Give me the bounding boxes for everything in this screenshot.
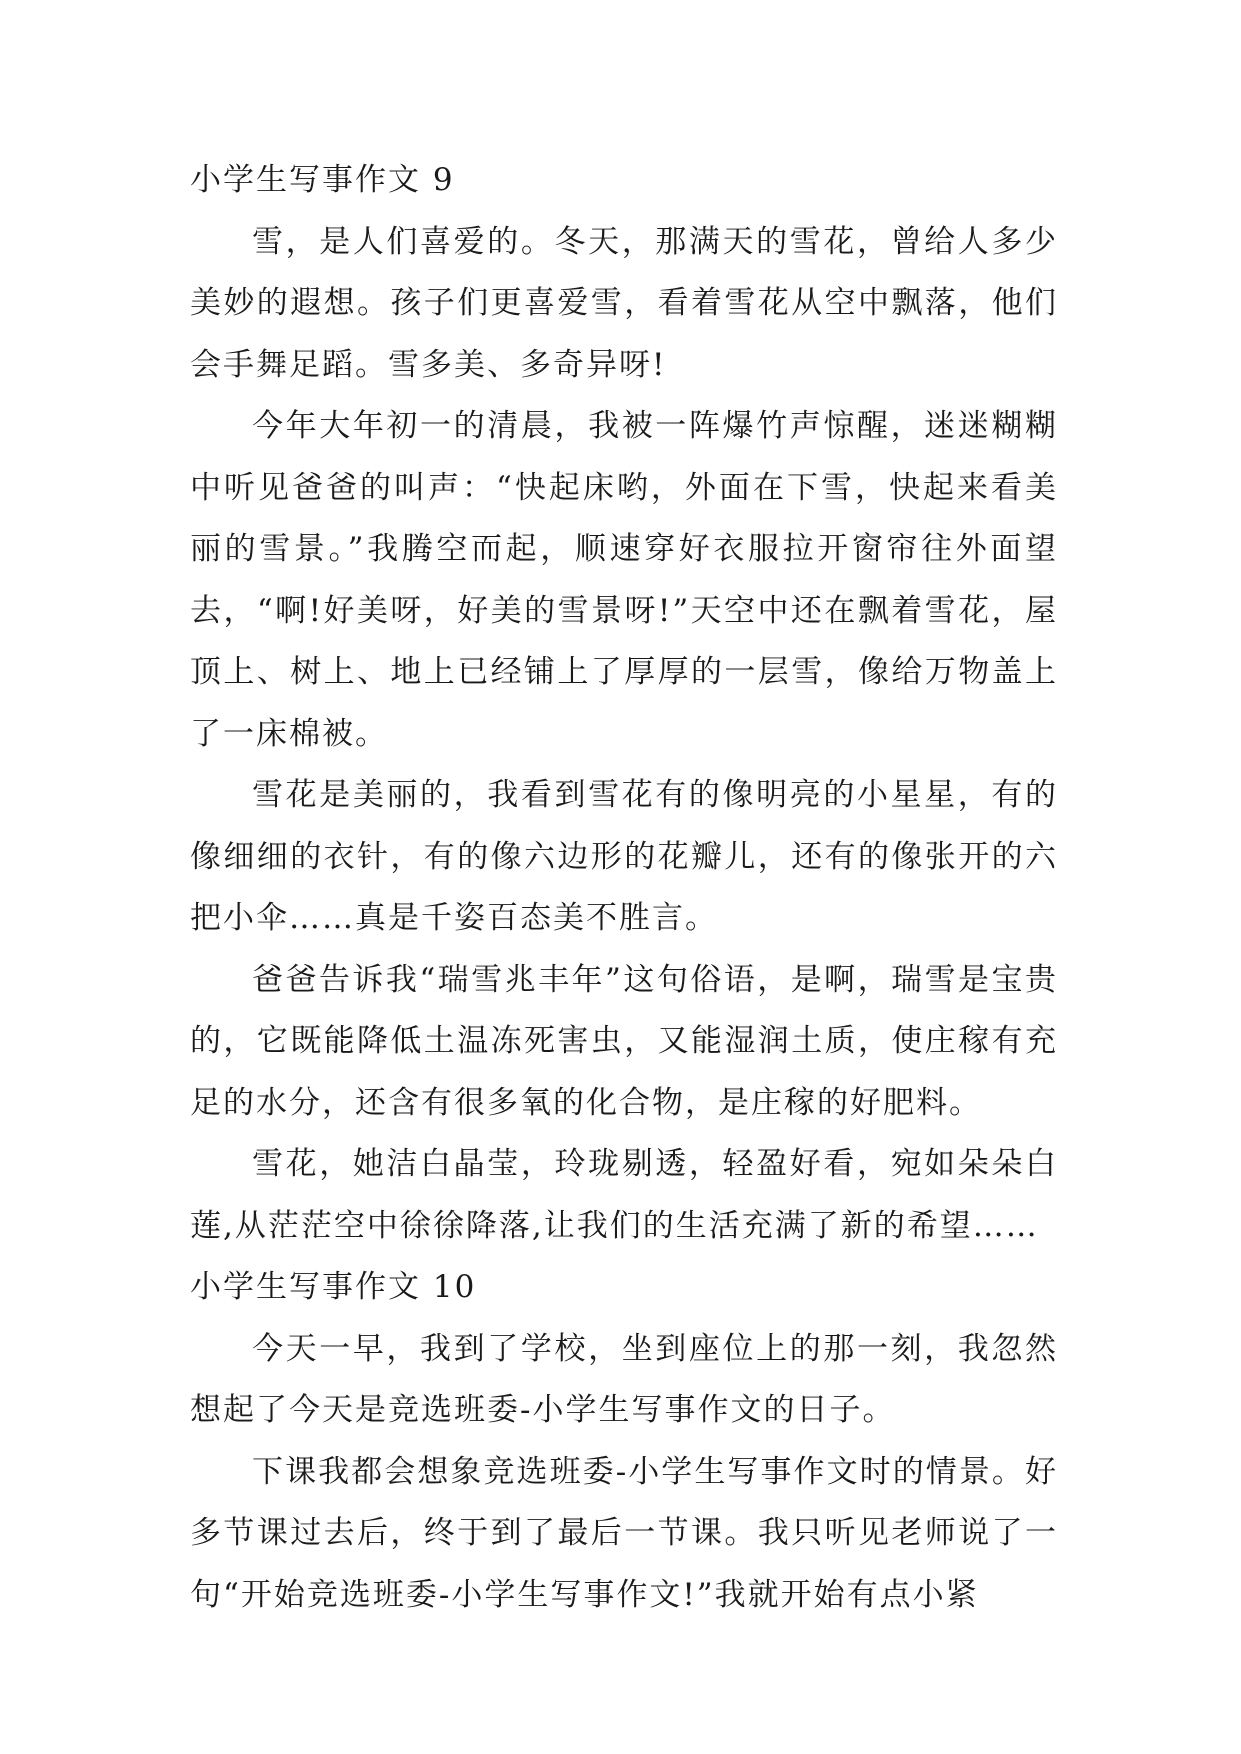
section-title: 小学生写事作文 10 [190,1269,477,1305]
paragraph: 雪，是人们喜爱的。冬天，那满天的雪花，曾给人多少美妙的遐想。孩子们更喜爱雪，看着雪花从空中飘落，他们会手舞足蹈。雪多美、多奇异呀! [190,223,1058,383]
paragraph: 今年大年初一的清晨，我被一阵爆竹声惊醒，迷迷糊糊中听见爸爸的叫声：“快起床哟，外面在下雪，快起来看美丽的雪景。”我腾空而起，顺速穿好衣服拉开窗帘往外面望去，“啊!好美呀，好美的雪景呀!”天空中还在飘着雪花，屋顶上、树上、地上已经铺上了厚厚的一层雪，像给万物盖上了一床棉被。 [190,408,1058,752]
paragraph: 今天一早，我到了学校，坐到座位上的那一刻，我忽然想起了今天是竞选班委-小学生写事作文的日子。 [190,1330,1058,1428]
document-page [190,150,1058,1626]
paragraph: 下课我都会想象竞选班委-小学生写事作文时的情景。好多节课过去后，终于到了最后一节课。我只听见老师说了一句“开始竞选班委-小学生写事作文!”我就开始有点小紧 [190,1453,1058,1613]
section-title: 小学生写事作文 9 [190,162,455,198]
paragraph: 爸爸告诉我“瑞雪兆丰年”这句俗语，是啊，瑞雪是宝贵的，它既能降低土温冻死害虫，又能湿润土质，使庄稼有充足的水分，还含有很多氧的化合物，是庄稼的好肥料。 [190,961,1058,1121]
paragraph: 雪花是美丽的，我看到雪花有的像明亮的小星星，有的像细细的衣针，有的像六边形的花瓣儿，还有的像张开的六把小伞……真是千姿百态美不胜言。 [190,777,1058,936]
paragraph: 雪花，她洁白晶莹，玲珑剔透，轻盈好看，宛如朵朵白莲,从茫茫空中徐徐降落,让我们的生活充满了新的希望…… [190,1146,1058,1244]
